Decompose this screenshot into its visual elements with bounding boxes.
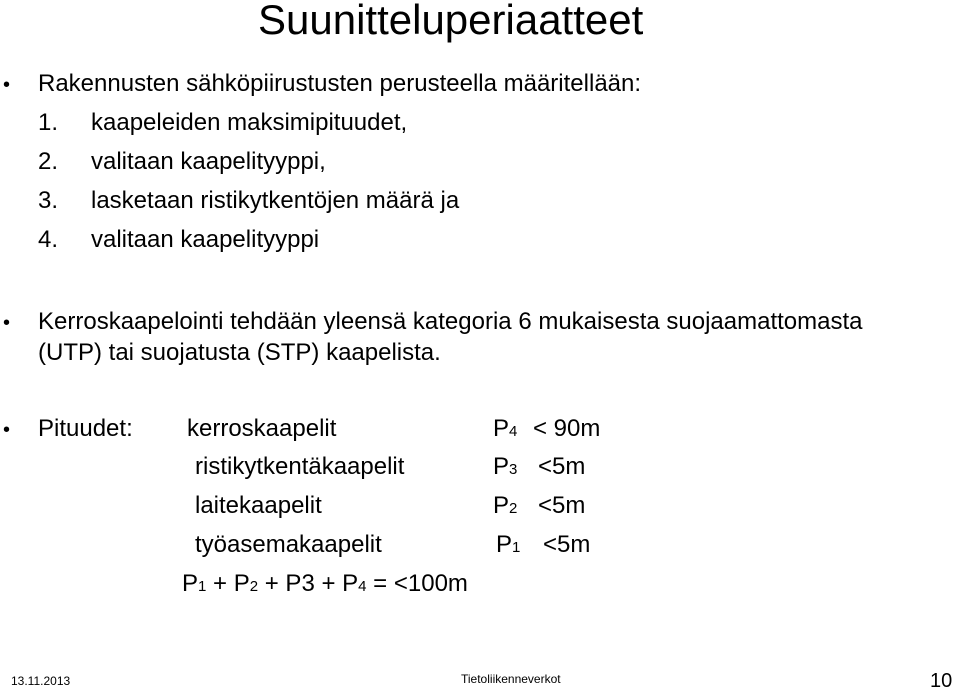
slide-title: Suunitteluperiaatteet xyxy=(258,0,644,43)
step-number: 2. xyxy=(38,148,59,175)
cabling-text-line2: (UTP) tai suojatusta (STP) kaapelista. xyxy=(38,339,441,366)
cable-symbol: P4 xyxy=(493,415,518,442)
footer-date: 13.11.2013 xyxy=(11,674,71,688)
cable-limit: <5m xyxy=(538,492,586,519)
lengths-label: Pituudet: xyxy=(38,415,133,442)
bullet-icon: • xyxy=(3,74,11,96)
cable-symbol: P3 xyxy=(493,453,518,480)
step-text: lasketaan ristikytkentöjen määrä ja xyxy=(91,187,460,214)
step-number: 4. xyxy=(38,226,59,253)
cable-name: työasemakaapelit xyxy=(195,531,382,558)
step-text: valitaan kaapelityyppi, xyxy=(91,148,326,175)
step-number: 1. xyxy=(38,109,59,136)
cable-name: kerroskaapelit xyxy=(187,415,337,442)
cable-limit: <5m xyxy=(543,531,591,558)
cable-name: ristikytkentäkaapelit xyxy=(195,453,405,480)
page-number: 10 xyxy=(930,670,953,692)
step-text: valitaan kaapelityyppi xyxy=(91,226,320,253)
footer-course: Tietoliikenneverkot xyxy=(461,672,561,686)
cable-limit: < 90m xyxy=(533,415,601,442)
cable-symbol: P1 xyxy=(496,531,521,558)
cable-symbol: P2 xyxy=(493,492,518,519)
bullet-icon: • xyxy=(3,419,11,441)
step-text: kaapeleiden maksimipituudet, xyxy=(91,109,408,136)
intro-text: Rakennusten sähköpiirustusten perusteella määritellään: xyxy=(38,70,642,97)
cable-limit: <5m xyxy=(538,453,586,480)
cable-name: laitekaapelit xyxy=(195,492,322,519)
step-number: 3. xyxy=(38,187,59,214)
cabling-text-line1: Kerroskaapelointi tehdään yleensä kategoria 6 mukaisesta suojaamattomasta xyxy=(38,308,863,335)
bullet-icon: • xyxy=(3,312,11,334)
length-sum-formula: P1 + P2 + P3 + P4 = <100m xyxy=(182,570,468,597)
